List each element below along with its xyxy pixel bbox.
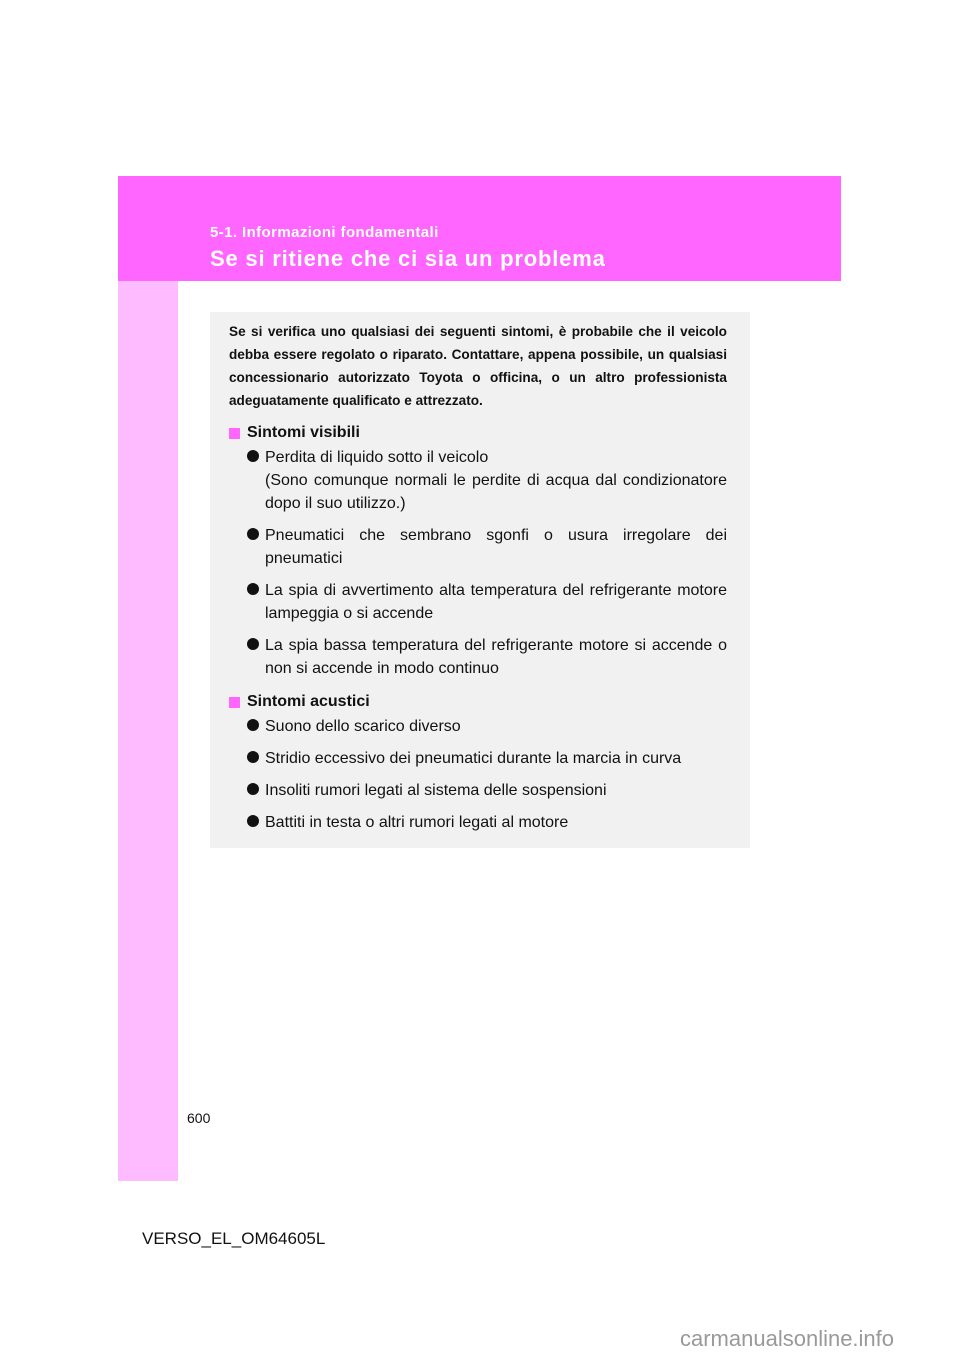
square-bullet-icon — [229, 697, 240, 708]
bullet-icon — [247, 634, 265, 680]
list-item: Pneumatici che sembrano sgonfi o usura irregolare dei pneumatici — [247, 524, 727, 570]
side-band — [118, 281, 178, 1181]
bullet-icon — [247, 747, 265, 770]
bullet-icon — [247, 579, 265, 625]
list-item: Insoliti rumori legati al sistema delle sospensioni — [247, 779, 727, 802]
header-band — [118, 176, 841, 281]
intro-text: Se si verifica uno qualsiasi dei seguenti sintomi, è probabile che il veicolo debba essere regolato o riparato. Contattare, appena possibile, un qualsiasi concessionario autorizzato Toyota o officina, o un altro professionista adeguatamente qualificato e attrezzato. — [229, 324, 727, 408]
document-code: VERSO_EL_OM64605L — [142, 1229, 326, 1248]
bullet-icon — [247, 446, 265, 515]
section-heading: Sintomi acustici — [229, 689, 727, 715]
page-number: 600 — [187, 1110, 211, 1126]
list-item: Perdita di liquido sotto il veicolo (Sono comunque normali le perdite di acqua dal condizionatore dopo il suo utilizzo.) — [247, 446, 727, 515]
bullet-icon — [247, 811, 265, 834]
page-title: Se si ritiene che ci sia un problema — [210, 246, 606, 271]
bullet-icon — [247, 779, 265, 802]
section-heading: Sintomi visibili — [229, 420, 727, 446]
list-item: Suono dello scarico diverso — [247, 715, 727, 738]
list-item: Stridio eccessivo dei pneumatici durante la marcia in curva — [247, 747, 727, 770]
list-item: La spia di avvertimento alta temperatura del refrigerante motore lampeggia o si accende — [247, 579, 727, 625]
list-item: La spia bassa temperatura del refrigerante motore si accende o non si accende in modo continuo — [247, 634, 727, 680]
watermark: carmanualsonline.info — [680, 1326, 895, 1351]
square-bullet-icon — [229, 428, 240, 439]
bullet-icon — [247, 524, 265, 570]
bullet-icon — [247, 715, 265, 738]
list-item: Battiti in testa o altri rumori legati al motore — [247, 811, 727, 834]
content-box — [210, 312, 750, 848]
section-label: 5-1. Informazioni fondamentali — [210, 224, 439, 241]
